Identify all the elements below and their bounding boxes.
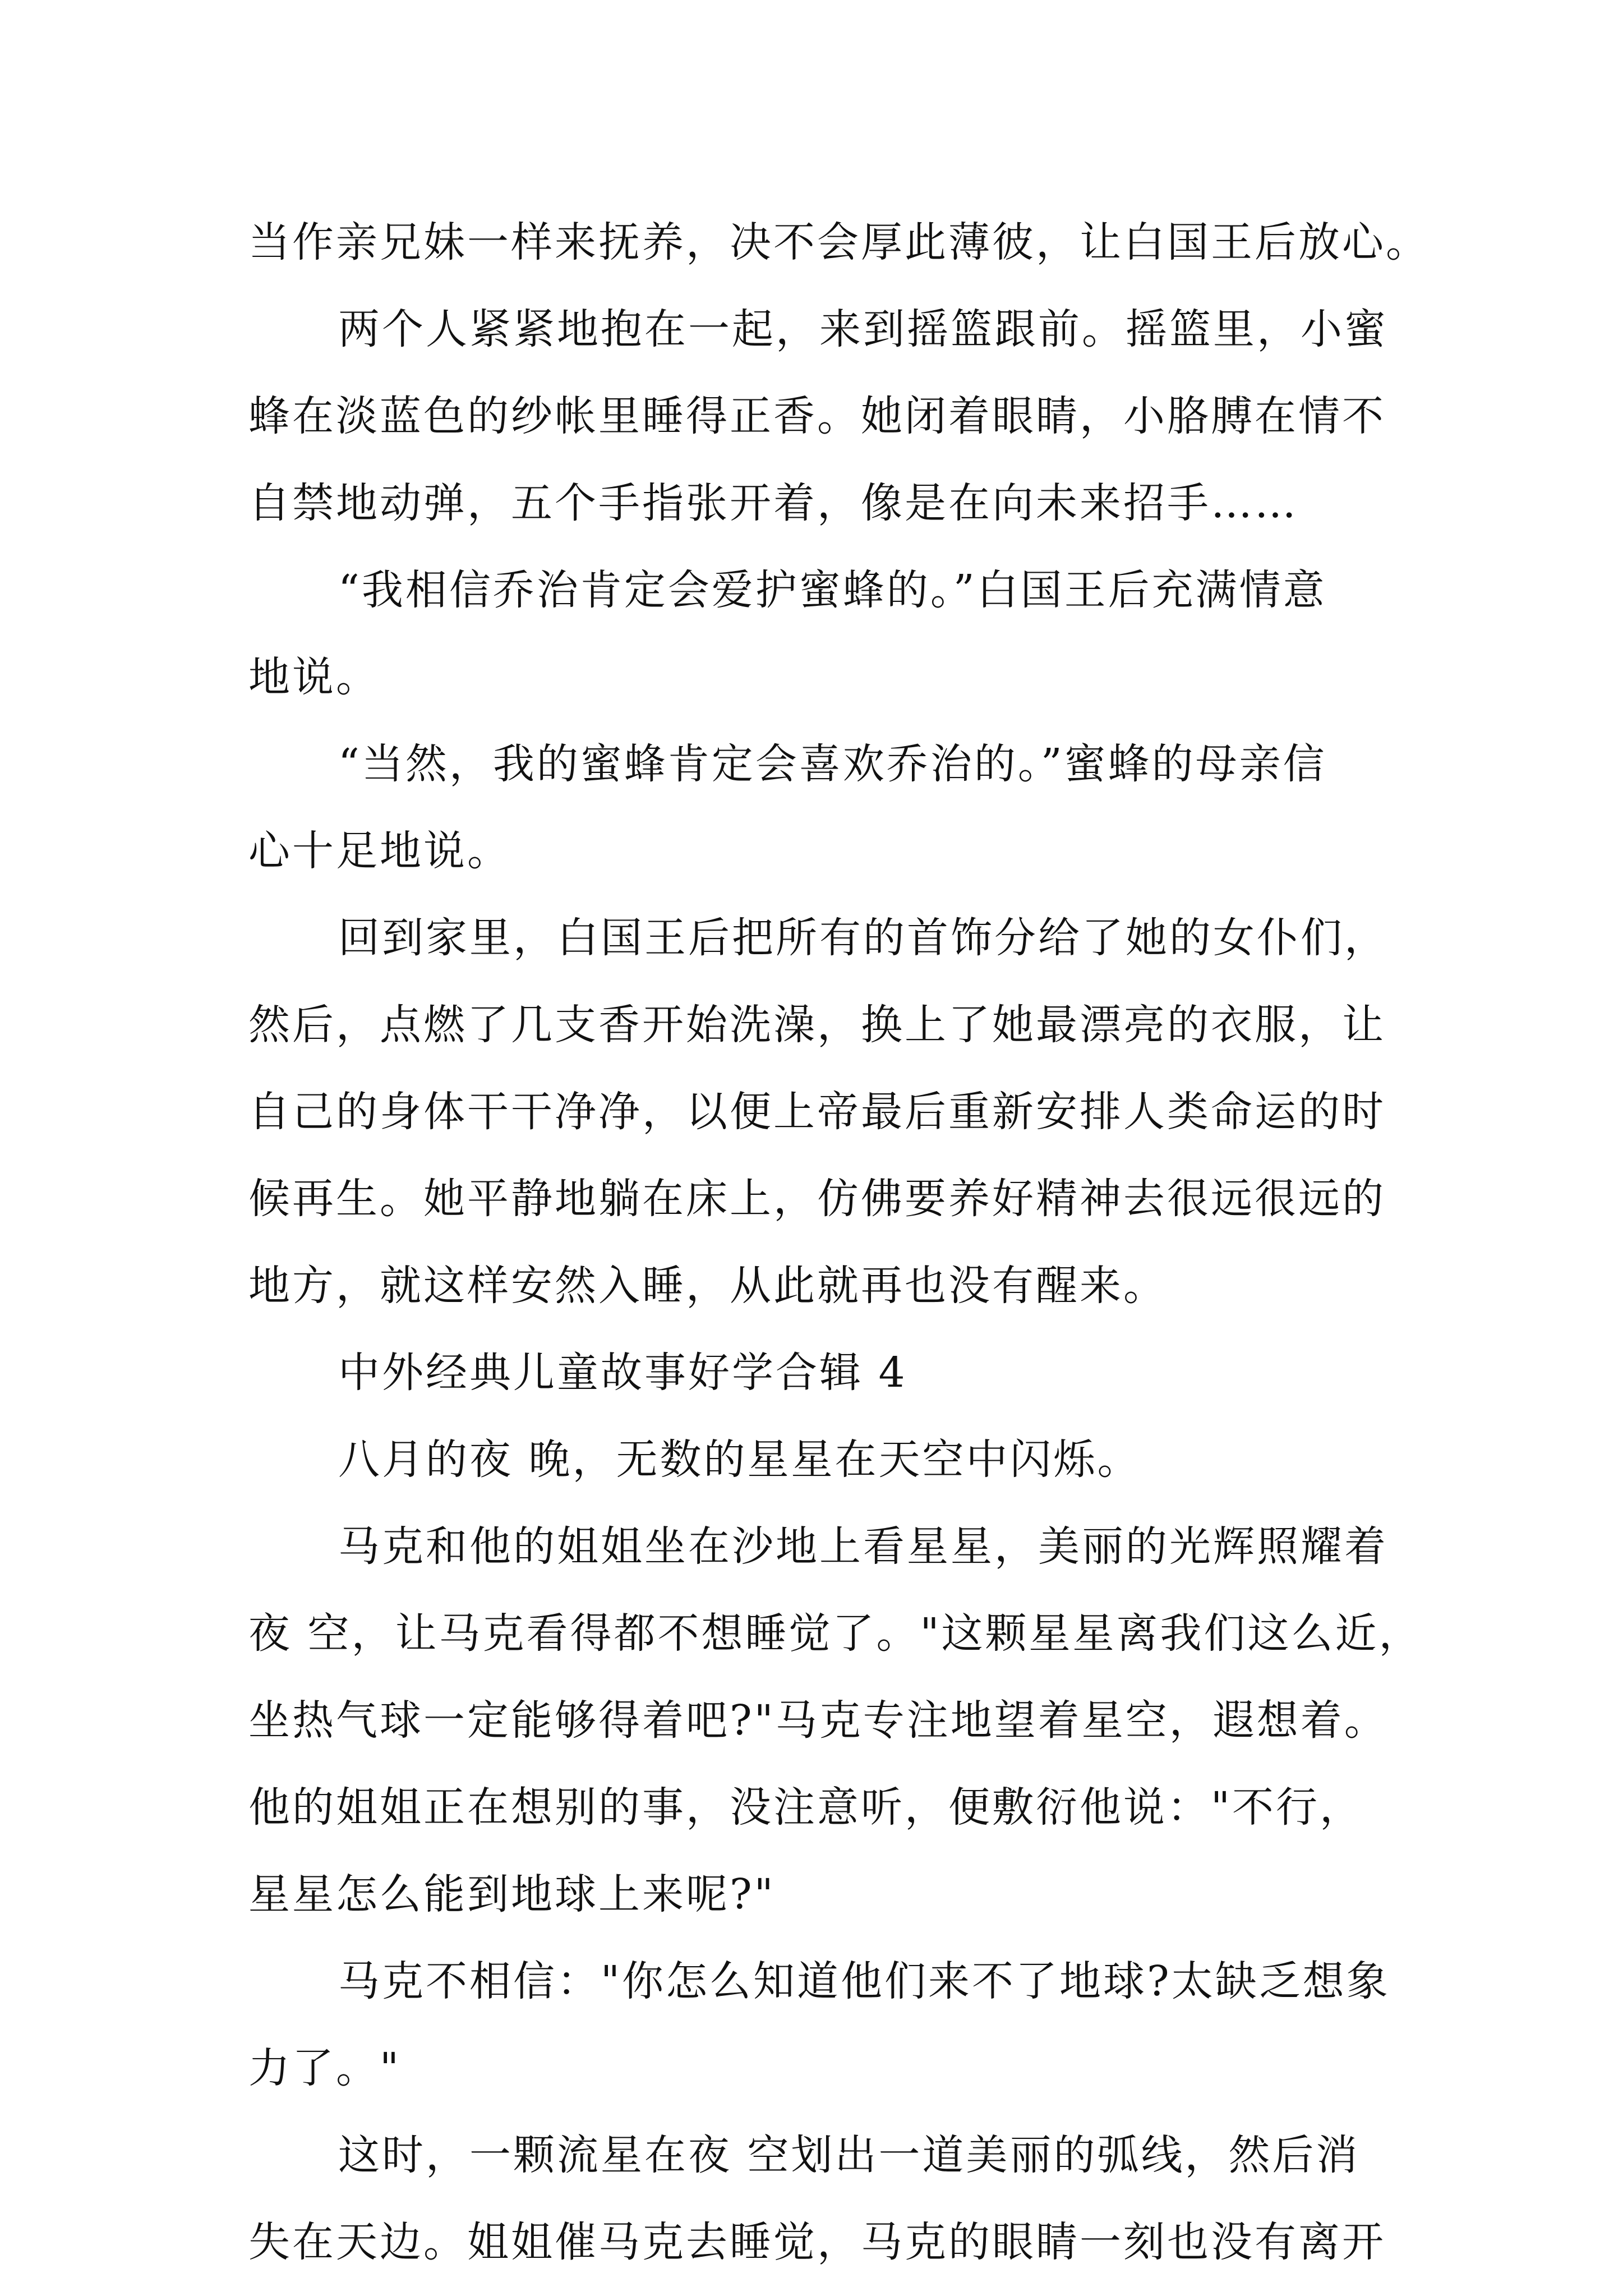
text-line: “我相信乔治肯定会爱护蜜蜂的。”白国王后充满情意 [338, 566, 1327, 614]
section-heading: 中外经典儿童故事好学合辑 4 [338, 1349, 907, 1397]
text-line: 马克和他的姐姐坐在沙地上看星星，美丽的光辉照耀着 [338, 1522, 1388, 1571]
text-line: 两个人紧紧地抱在一起，来到摇篮跟前。摇篮里，小蜜 [338, 305, 1388, 353]
text-line: 坐热气球一定能够得着吧?"马克专注地望着星空，遐想着。 [248, 1696, 1388, 1745]
text-line: 星星怎么能到地球上来呢?" [248, 1870, 776, 1918]
text-line: 失在天边。姐姐催马克去睡觉，马克的眼睛一刻也没有离开 [248, 2218, 1386, 2266]
text-line: 力了。" [248, 2044, 402, 2092]
text-line: 八月的夜 晚，无数的星星在天空中闪烁。 [338, 1435, 1141, 1484]
text-line: 这时，一颗流星在夜 空划出一道美丽的弧线，然后消 [338, 2131, 1360, 2179]
text-line: 自禁地动弹，五个手指张开着，像是在向未来招手…… [248, 479, 1298, 527]
text-line: 候再生。她平静地躺在床上，仿佛要养好精神去很远很远的 [248, 1175, 1386, 1223]
text-line: 回到家里，白国王后把所有的首饰分给了她的女仆们， [338, 914, 1388, 962]
body-text [248, 199, 1430, 2286]
text-line: 地方，就这样安然入睡，从此就再也没有醒来。 [248, 1262, 1167, 1310]
text-line: 地说。 [248, 653, 380, 701]
text-line: 蜂在淡蓝色的纱帐里睡得正香。她闭着眼睛，小胳膊在情不 [248, 392, 1386, 440]
text-line: 马克不相信："你怎么知道他们来不了地球?太缺乏想象 [338, 1957, 1390, 2005]
text-line: 自己的身体干干净净，以便上帝最后重新安排人类命运的时 [248, 1088, 1386, 1136]
text-line: 他的姐姐正在想别的事，没注意听，便敷衍他说："不行， [248, 1783, 1364, 1832]
text-line: “当然，我的蜜蜂肯定会喜欢乔治的。”蜜蜂的母亲信 [338, 740, 1327, 788]
text-line: 夜 空，让马克看得都不想睡觉了。"这颗星星离我们这么近， [248, 1609, 1423, 1658]
text-line: 心十足地说。 [248, 827, 511, 875]
text-line: 然后，点燃了几支香开始洗澡，换上了她最漂亮的衣服，让 [248, 1001, 1386, 1049]
text-line: 当作亲兄妹一样来抚养，决不会厚此薄彼，让白国王后放心。 [248, 218, 1430, 266]
